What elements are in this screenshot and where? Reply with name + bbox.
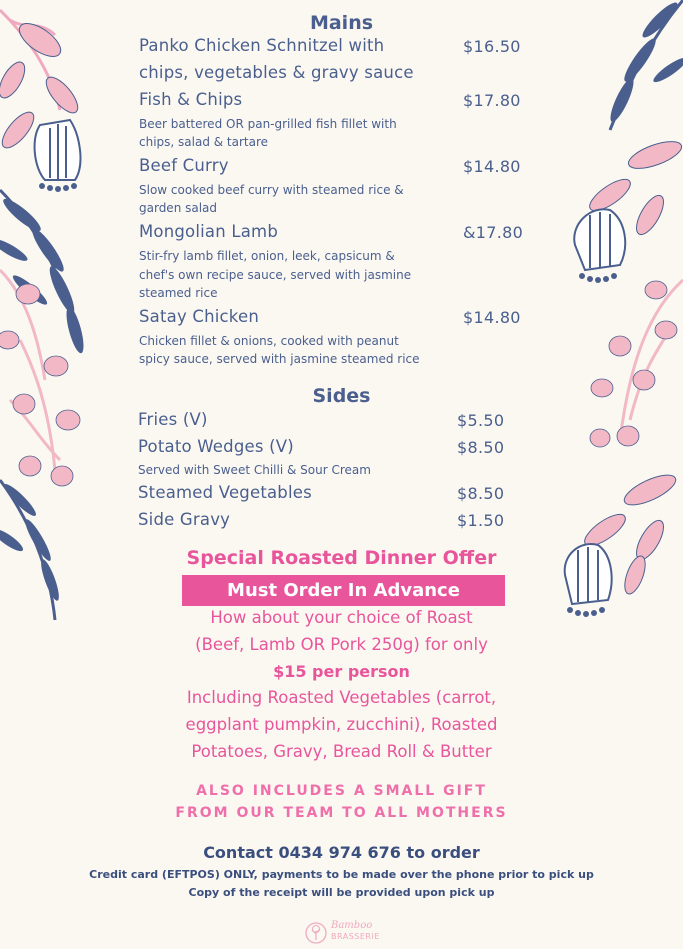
offer-text: (Beef, Lamb OR Pork 250g) for only: [195, 635, 488, 654]
item-description: Slow cooked beef curry with steamed rice &: [139, 183, 404, 197]
gift-note: ALSO INCLUDES A SMALL GIFT: [196, 783, 487, 799]
bell-flower-icon: [35, 120, 81, 180]
offer-text: Including Roasted Vegetables (carrot,: [186, 688, 497, 707]
side-price: $5.50: [457, 411, 505, 430]
sides-heading: Sides: [312, 385, 371, 407]
side-description: Served with Sweet Chilli & Sour Cream: [138, 463, 371, 477]
logo-name: BRASSERIE: [331, 932, 380, 941]
item-name: Beef Curry: [139, 156, 229, 175]
receipt-note: Copy of the receipt will be provided upon pick up: [188, 886, 495, 899]
item-price: $17.80: [463, 91, 521, 110]
brand-logo: [305, 920, 395, 946]
item-description: garden salad: [139, 201, 218, 215]
contact-heading: Contact 0434 974 676 to order: [203, 843, 480, 862]
mains-heading: Mains: [309, 12, 374, 34]
offer-price: $15 per person: [273, 662, 410, 681]
side-name: Steamed Vegetables: [138, 483, 312, 502]
item-price: $16.50: [463, 37, 521, 56]
item-name: Satay Chicken: [139, 307, 259, 326]
fern-leaf-icon: [0, 190, 87, 355]
item-name: Panko Chicken Schnitzel with: [139, 36, 385, 55]
item-name: Mongolian Lamb: [139, 222, 278, 241]
side-name: Potato Wedges (V): [138, 437, 294, 456]
item-description: chef's own recipe sauce, served with jasmine: [139, 268, 412, 282]
item-name: chips, vegetables & gravy sauce: [139, 63, 414, 82]
item-name: Fish & Chips: [139, 90, 243, 109]
side-price: $8.50: [457, 438, 505, 457]
item-description: spicy sauce, served with jasmine steamed rice: [139, 352, 420, 366]
tree-icon: [305, 922, 327, 944]
item-description: Beer battered OR pan-grilled fish fillet with: [139, 117, 397, 131]
item-price: $14.80: [463, 157, 521, 176]
payment-note: Credit card (EFTPOS) ONLY, payments to be made over the phone prior to pick up: [89, 868, 594, 881]
offer-text: How about your choice of Roast: [210, 608, 473, 627]
offer-text: Potatoes, Gravy, Bread Roll & Butter: [191, 742, 492, 761]
offer-title: Special Roasted Dinner Offer: [186, 547, 497, 569]
side-name: Fries (V): [138, 410, 208, 429]
logo-script: Bamboo: [331, 920, 373, 931]
gift-note: FROM OUR TEAM TO ALL MOTHERS: [175, 805, 508, 821]
side-name: Side Gravy: [138, 510, 231, 529]
order-in-advance-banner: Must Order In Advance: [182, 575, 505, 606]
item-description: Stir-fry lamb fillet, onion, leek, capsicum &: [139, 249, 395, 263]
item-price: &17.80: [463, 223, 524, 242]
item-price: $14.80: [463, 308, 521, 327]
side-price: $1.50: [457, 511, 505, 530]
offer-text: eggplant pumpkin, zucchini), Roasted: [185, 715, 498, 734]
item-description: Chicken fillet & onions, cooked with peanut: [139, 334, 399, 348]
side-price: $8.50: [457, 484, 505, 503]
item-description: steamed rice: [139, 286, 218, 300]
item-description: chips, salad & tartare: [139, 135, 269, 149]
